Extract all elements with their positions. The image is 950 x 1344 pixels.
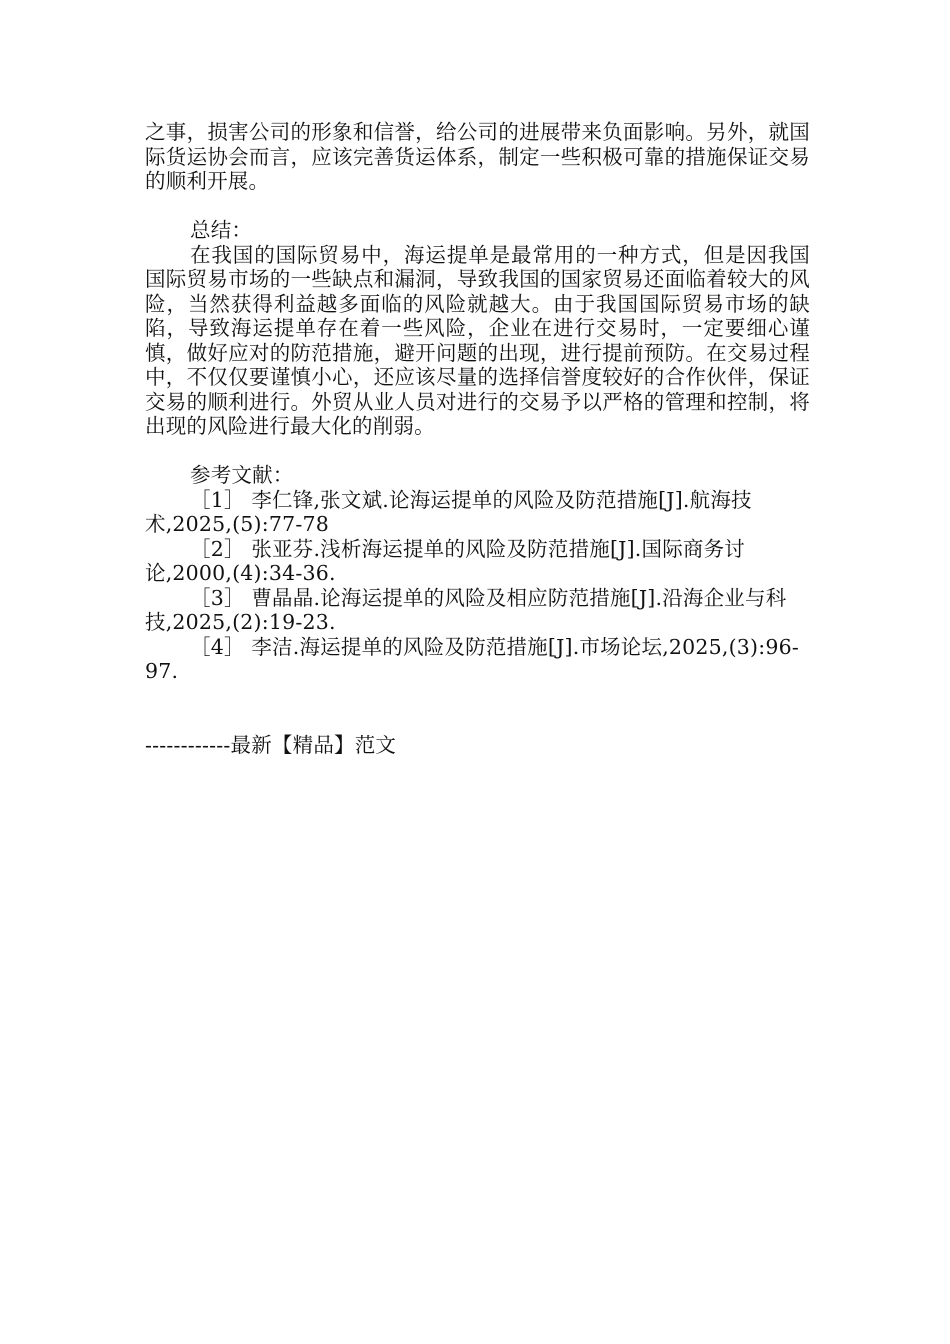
paragraph-gap: [145, 194, 810, 219]
references-heading: 参考文献：: [190, 463, 294, 487]
reference-item-3: ［3］ 曹晶晶.论海运提单的风险及相应防范措施[J].沿海企业与科技,2025,(2):19-23.: [145, 585, 787, 634]
summary-heading: 总结：: [190, 218, 253, 242]
reference-item-1: ［1］ 李仁锋,张文斌.论海运提单的风险及防范措施[J].航海技术,2025,(5):77-78: [145, 487, 752, 536]
footer-tagline: ------------最新【精品】范文: [145, 732, 397, 757]
intro-paragraph: 之事，损害公司的形象和信誉，给公司的进展带来负面影响。另外，就国际货运协会而言，应该完善货运体系，制定一些积极可靠的措施保证交易的顺利开展。: [145, 120, 810, 193]
reference-item-4: ［4］ 李洁.海运提单的风险及防范措施[J].市场论坛,2025,(3):96-97.: [145, 634, 799, 683]
document-page: [145, 120, 810, 757]
paragraph-gap: [145, 439, 810, 464]
reference-item-2: ［2］ 张亚芬.浅析海运提单的风险及防范措施[J].国际商务讨论,2000,(4):34-36.: [145, 536, 746, 585]
summary-paragraph: 在我国的国际贸易中，海运提单是最常用的一种方式，但是因我国国际贸易市场的一些缺点和漏洞，导致我国的国家贸易还面临着较大的风险，当然获得利益越多面临的风险就越大。由于我国国际贸易市场的缺陷，导致海运提单存在着一些风险，企业在进行交易时，一定要细心谨慎，做好应对的防范措施，避开问题的出现，进行提前预防。在交易过程中，不仅仅要谨慎小心，还应该尽量的选择信誉度较好的合作伙伴，保证交易的顺利进行。外贸从业人员对进行的交易予以严格的管理和控制，将出现的风险进行最大化的削弱。: [145, 242, 810, 438]
